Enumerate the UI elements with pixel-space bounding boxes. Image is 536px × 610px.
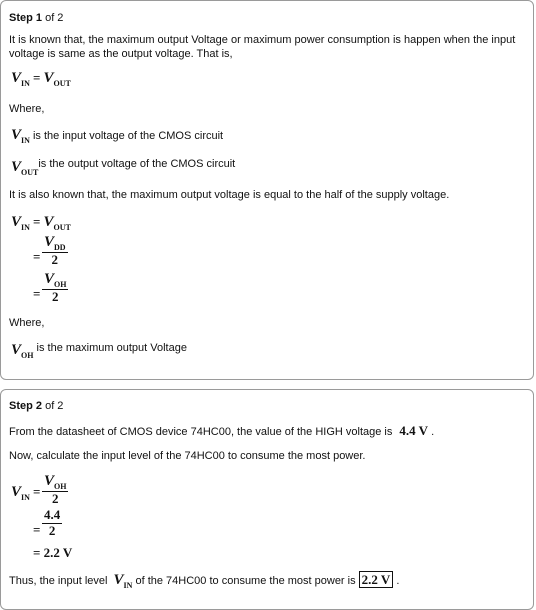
final-answer-line [9, 572, 399, 589]
subscript-oh: OH [54, 280, 67, 289]
step-1-paragraph-1-line-1: It is known that, the maximum output Voltage or maximum power consumption is happen when the input [9, 34, 516, 46]
symbol-v: V [11, 159, 22, 175]
step-1-of-total: of 2 [45, 12, 64, 24]
equation-vin [11, 484, 40, 501]
definition-vout [11, 159, 235, 176]
symbol-v: V [43, 70, 54, 86]
step-1-header [9, 12, 63, 24]
symbol-v: V [11, 342, 22, 358]
definition-vout-text: is the output voltage of the CMOS circuit [38, 158, 236, 170]
equals-sign: = [32, 484, 41, 499]
equation-vin-equals-vout-2 [11, 214, 71, 231]
step-2-of-total: of 2 [45, 400, 64, 412]
subscript-in: IN [21, 79, 30, 88]
step-2-card [0, 389, 534, 610]
subscript-out: OUT [21, 168, 39, 177]
subscript-in: IN [123, 581, 133, 590]
fraction-numerator [42, 272, 68, 290]
final-answer-box: 2.2 V [359, 571, 394, 588]
fraction-denominator: 2 [48, 523, 56, 538]
symbol-v: V [11, 70, 22, 86]
step-1-paragraph-2: It is also known that, the maximum output voltage is equal to the half of the supply voltage. [9, 189, 450, 201]
subscript-in: IN [21, 493, 30, 502]
equals-sign: = [32, 214, 41, 229]
period: . [431, 426, 435, 438]
equals-sign: = [32, 70, 41, 85]
step-2-label: Step 2 [9, 400, 43, 412]
symbol-v: V [43, 214, 54, 230]
symbol-v: V [11, 484, 22, 500]
result-line: = 2.2 V [33, 545, 73, 560]
subscript-dd: DD [54, 243, 66, 252]
definition-vin [11, 127, 223, 144]
where-label-1: Where, [9, 103, 45, 115]
step-1-label: Step 1 [9, 12, 43, 24]
symbol-v: V [11, 214, 22, 230]
fraction-voh-over-2 [42, 474, 68, 506]
symbol-v: V [113, 572, 124, 588]
equation-vin-equals-vout [11, 70, 71, 87]
fraction-numerator: 4.4 [44, 507, 61, 522]
period: . [396, 575, 400, 587]
subscript-out: OUT [53, 223, 71, 232]
fraction-denominator: 2 [51, 252, 59, 267]
fraction-denominator: 2 [51, 491, 59, 506]
subscript-in: IN [21, 223, 30, 232]
step-2-paragraph-1-text: From the datasheet of CMOS device 74HC00, the value of the HIGH voltage is [9, 426, 393, 438]
symbol-v: V [11, 127, 22, 143]
equals-sign: = [33, 286, 41, 301]
step-1-paragraph-1-line-2: voltage is same as the output voltage. That is, [9, 48, 233, 60]
subscript-out: OUT [53, 79, 71, 88]
final-text-part-1: Thus, the input level [9, 575, 108, 587]
step-2-paragraph-2: Now, calculate the input level of the 74HC00 to consume the most power. [9, 450, 366, 462]
symbol-v: V [44, 271, 55, 287]
fraction-4-4-over-2 [42, 508, 62, 538]
where-label-2: Where, [9, 317, 45, 329]
subscript-oh: OH [21, 351, 34, 360]
subscript-oh: OH [54, 482, 67, 491]
symbol-v: V [44, 234, 55, 250]
fraction-voh-over-2 [42, 272, 68, 304]
final-text-part-2: of the 74HC00 to consume the most power is [135, 575, 356, 587]
fraction-vdd-over-2 [42, 235, 68, 267]
high-voltage-value: 4.4 V [399, 423, 429, 438]
fraction-denominator: 2 [51, 289, 59, 304]
fraction-numerator [42, 235, 68, 253]
definition-voh [11, 342, 187, 359]
definition-vin-text: is the input voltage of the CMOS circuit [32, 130, 224, 142]
step-2-paragraph-1 [9, 423, 434, 439]
definition-voh-text: is the maximum output Voltage [36, 342, 187, 354]
fraction-numerator [42, 474, 68, 492]
equals-sign: = [33, 249, 41, 264]
subscript-in: IN [21, 136, 30, 145]
step-2-header [9, 400, 63, 412]
equals-sign: = [33, 522, 41, 537]
symbol-v: V [44, 473, 55, 489]
